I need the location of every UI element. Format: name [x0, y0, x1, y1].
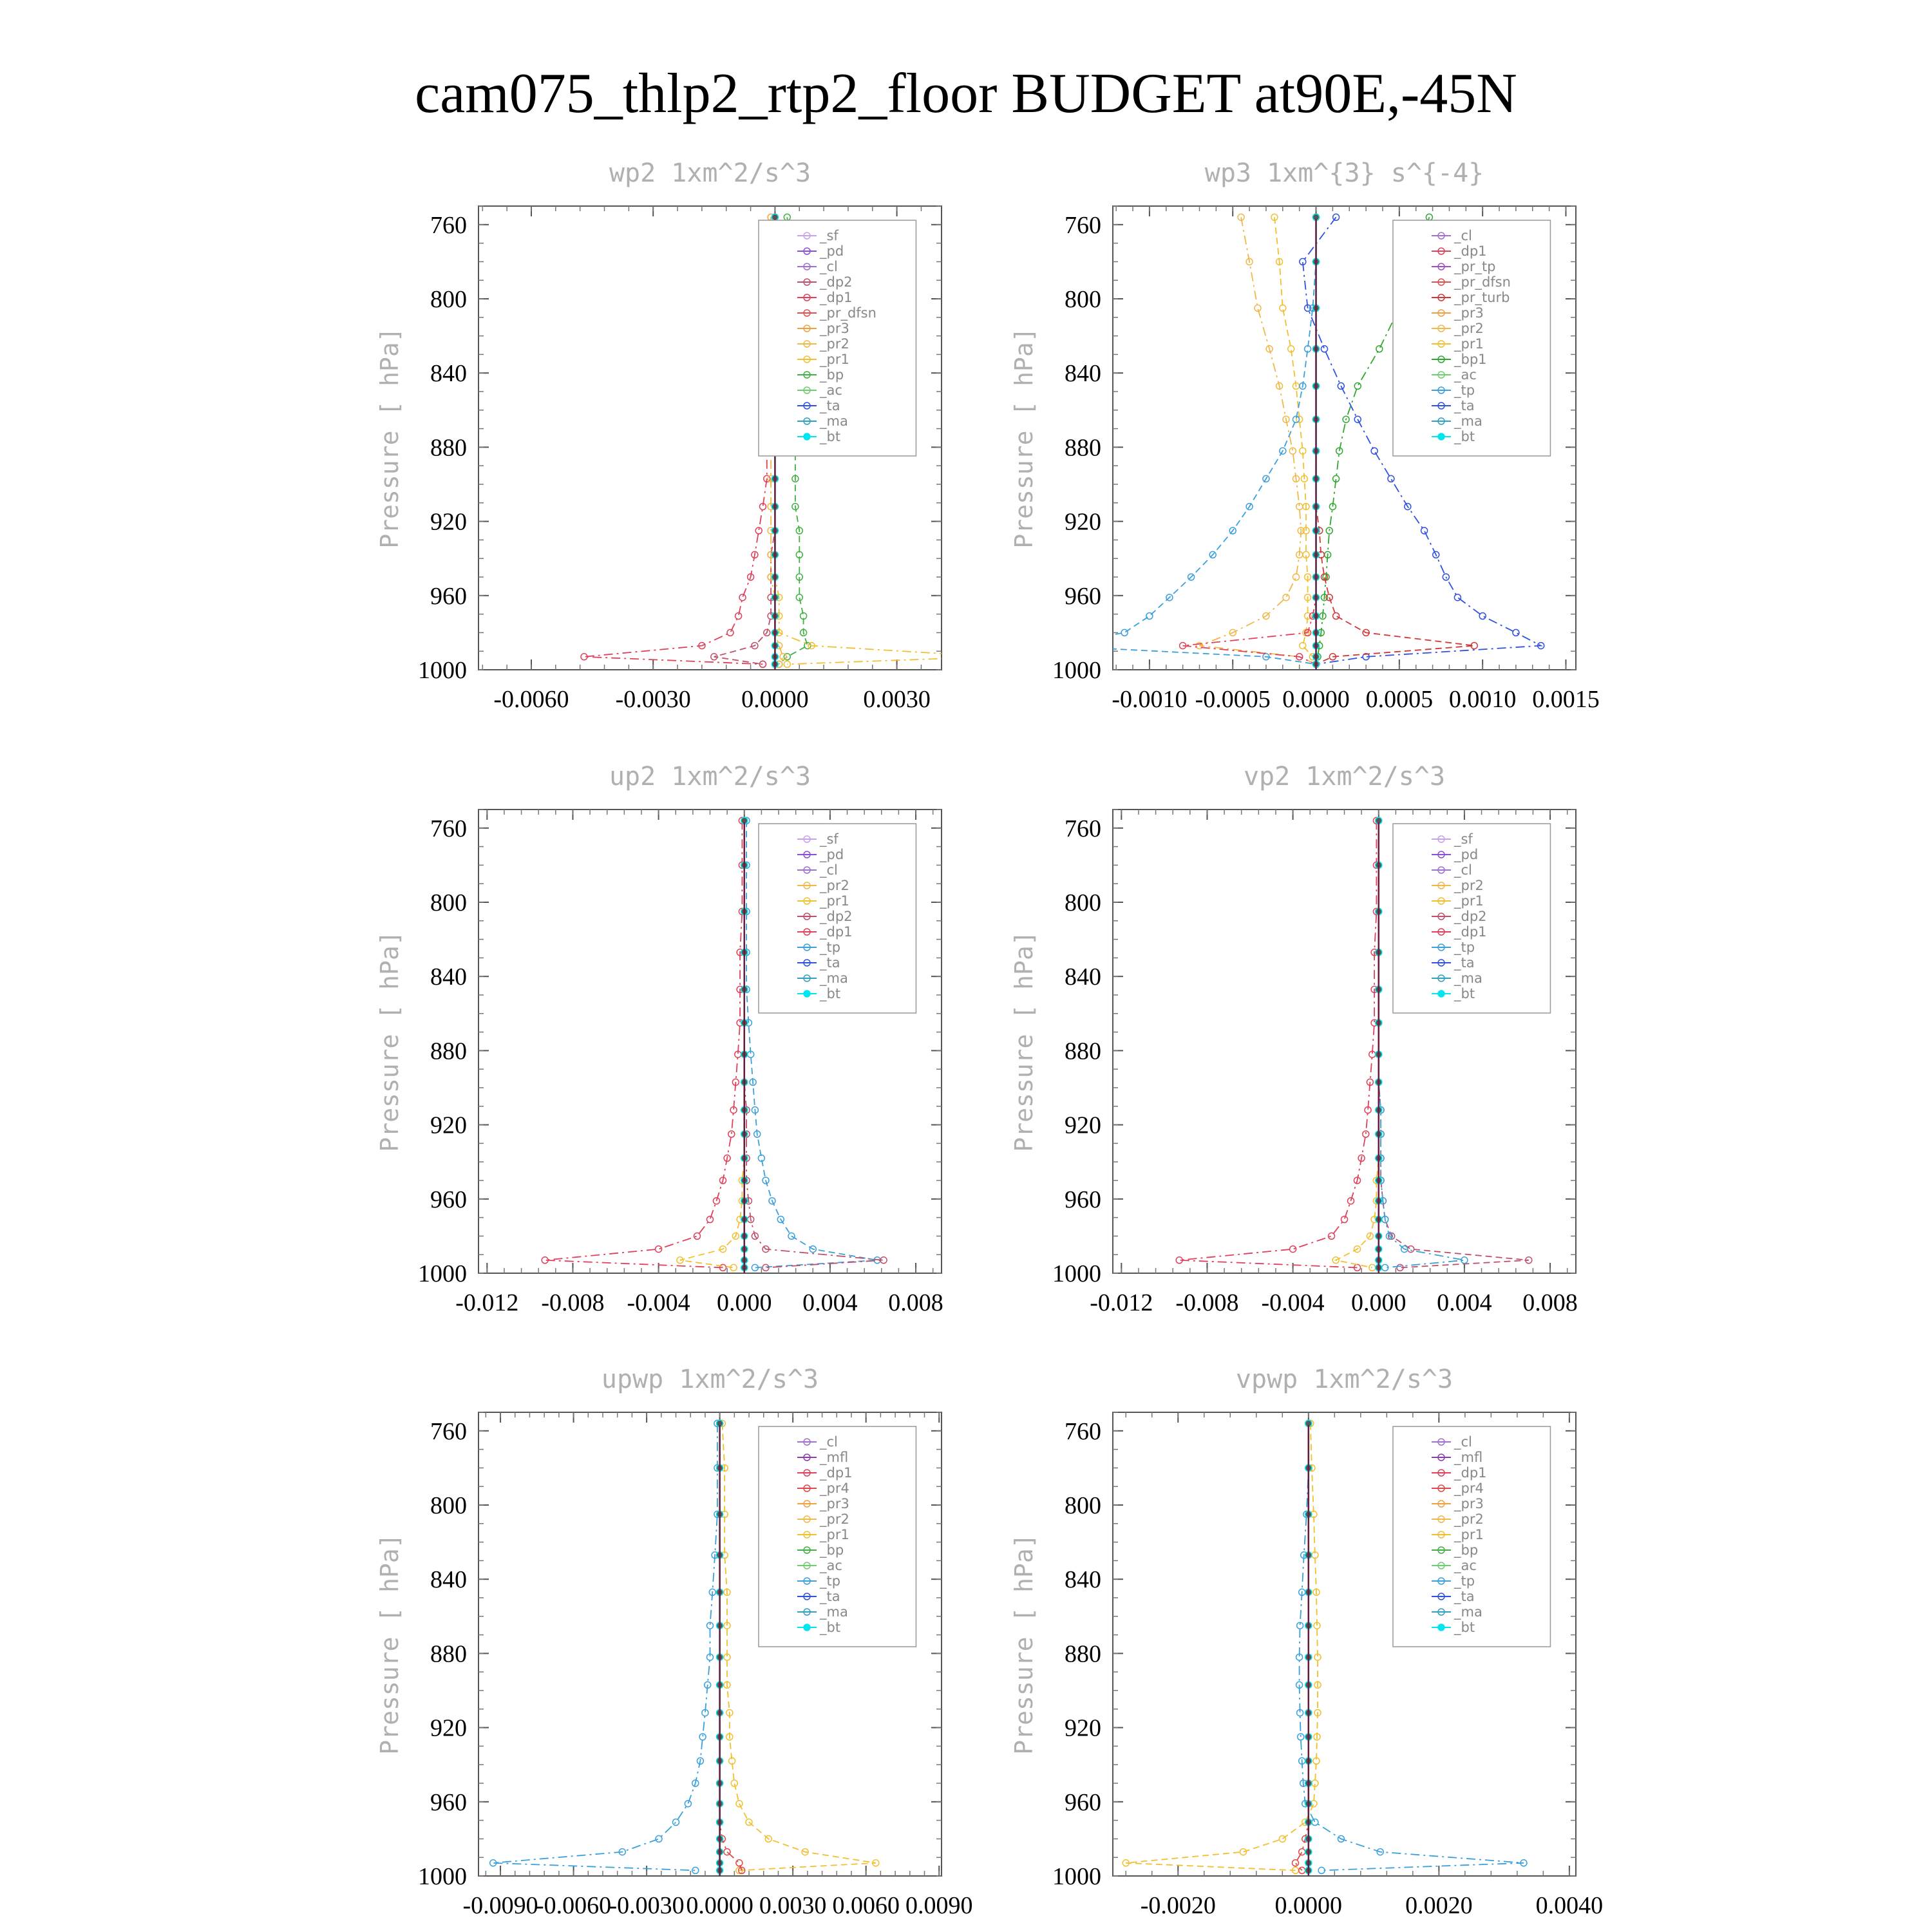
data-point: [724, 1849, 730, 1855]
data-point: [1293, 574, 1300, 580]
data-point: [656, 1835, 662, 1842]
y-axis-label: Pressure [ hPa]: [1010, 1533, 1038, 1755]
legend-entry: _ac: [819, 383, 842, 398]
legend-entry: _pr2: [819, 336, 849, 352]
legend-entry: _cl: [1454, 1434, 1472, 1450]
y-tick-label: 1000: [418, 1260, 467, 1287]
legend-entry: _pr3: [819, 1496, 849, 1511]
legend-entry: _pr2: [1454, 1511, 1484, 1527]
legend-entry: _dp1: [1454, 243, 1487, 259]
chart-panel-2: [1010, 158, 1600, 713]
data-point: [728, 1131, 735, 1137]
panel-title: wp3 1xm^{3} s^{-4}: [1204, 158, 1484, 188]
x-tick-label: -0.012: [455, 1289, 519, 1316]
chart-panel-1: [375, 158, 998, 713]
y-tick-label: 920: [430, 1714, 467, 1742]
legend-entry: _dp2: [1454, 909, 1487, 924]
legend-marker: [1438, 1624, 1444, 1631]
y-tick-label: 1000: [1052, 1863, 1101, 1890]
legend: [1393, 824, 1550, 1013]
x-tick-label: 0.0000: [1282, 686, 1350, 713]
x-tick-label: 0.008: [888, 1289, 943, 1316]
legend-entry: _ma: [1454, 1604, 1482, 1620]
y-axis-label: Pressure [ hPa]: [375, 327, 404, 549]
legend: [759, 824, 916, 1013]
y-tick-label: 880: [430, 1037, 467, 1065]
data-point: [1321, 346, 1328, 352]
data-point: [1279, 1835, 1285, 1842]
legend-entry: _ma: [1454, 971, 1482, 986]
x-tick-label: -0.0010: [1112, 686, 1188, 713]
data-point: [707, 1217, 714, 1223]
x-tick-label: 0.0060: [832, 1892, 900, 1919]
legend-entry: _ma: [819, 971, 848, 986]
legend-entry: _pd: [819, 847, 844, 862]
x-tick-label: -0.012: [1090, 1289, 1153, 1316]
legend-entry: _dp1: [819, 924, 853, 940]
legend-entry: _pr1: [1454, 1527, 1484, 1542]
y-tick-label: 800: [1065, 1492, 1101, 1519]
y-tick-label: 960: [1065, 1186, 1101, 1213]
legend-entry: _pr2: [819, 1511, 849, 1527]
x-tick-label: -0.0030: [609, 1892, 685, 1919]
data-point: [1046, 643, 1053, 649]
legend-entry: _sf: [819, 831, 838, 847]
data-point: [656, 1246, 662, 1253]
series-line-dp1: [1179, 820, 1376, 1267]
x-tick-label: -0.0005: [1195, 686, 1271, 713]
y-axis-label: Pressure [ hPa]: [1010, 327, 1038, 549]
x-tick-label: 0.000: [717, 1289, 772, 1316]
data-point: [1454, 594, 1461, 601]
x-tick-label: -0.008: [1175, 1289, 1239, 1316]
y-axis-label: Pressure [ hPa]: [375, 1533, 404, 1755]
legend-entry: _bt: [819, 1620, 841, 1635]
legend-entry: _pr2: [1454, 321, 1484, 336]
legend-entry: _ma: [1454, 413, 1482, 429]
data-point: [1121, 629, 1128, 636]
data-point: [1283, 594, 1289, 601]
legend-entry: _ta: [1454, 1589, 1475, 1604]
legend-entry: _pr_turb: [1454, 290, 1510, 305]
panel-title: upwp 1xm^2/s^3: [601, 1365, 819, 1394]
data-point: [1299, 1849, 1305, 1855]
y-tick-label: 920: [1065, 1112, 1101, 1139]
legend-entry: _bt: [819, 986, 841, 1001]
y-tick-label: 840: [1065, 1566, 1101, 1594]
y-tick-label: 920: [1065, 508, 1101, 536]
x-tick-label: -0.008: [541, 1289, 605, 1316]
data-point: [1354, 383, 1361, 389]
y-tick-label: 960: [430, 582, 467, 610]
series-line-pr1: [1274, 217, 1316, 664]
legend-entry: _ma: [819, 1604, 848, 1620]
y-tick-label: 760: [1065, 211, 1101, 239]
x-tick-label: 0.0000: [1274, 1892, 1343, 1919]
legend-entry: _bt: [1454, 986, 1475, 1001]
x-tick-label: 0.0005: [1365, 686, 1434, 713]
data-point: [1421, 527, 1428, 534]
legend-entry: _pr2: [819, 878, 849, 893]
data-point: [673, 1819, 679, 1826]
y-tick-label: 800: [430, 889, 467, 916]
legend-entry: _pr_dfsn: [1454, 274, 1511, 290]
legend-marker: [804, 433, 810, 440]
legend-entry: _ta: [1454, 955, 1475, 971]
x-tick-label: 0.0020: [1405, 1892, 1473, 1919]
y-tick-label: 1000: [1052, 1260, 1101, 1287]
data-point: [739, 594, 746, 601]
data-point: [1371, 448, 1378, 454]
x-tick-label: 0.0090: [905, 1892, 973, 1919]
legend-entry: _dp1: [1454, 924, 1487, 940]
panel-title: vp2 1xm^2/s^3: [1243, 762, 1446, 791]
figure-title: cam075_thlp2_rtp2_floor BUDGET at90E,-45N: [415, 62, 1517, 125]
legend-entry: _bp: [1454, 1542, 1479, 1558]
legend-marker: [804, 990, 810, 997]
legend-entry: _ac: [819, 1558, 842, 1573]
panel-title: vpwp 1xm^2/s^3: [1235, 1365, 1454, 1394]
legend-entry: _ma: [819, 413, 848, 429]
legend: [1393, 220, 1550, 456]
data-point: [1255, 305, 1261, 311]
series-line-pr1: [1126, 1423, 1318, 1870]
y-tick-label: 920: [430, 508, 467, 536]
chart-panel-4: [1010, 762, 1578, 1316]
series-line-dp1: [545, 820, 742, 1267]
series-line-pr2: [1200, 217, 1316, 664]
y-tick-label: 840: [430, 360, 467, 388]
y-tick-label: 800: [430, 1492, 467, 1519]
y-tick-label: 880: [430, 1640, 467, 1668]
legend-entry: _bp1: [1454, 352, 1487, 367]
y-tick-label: 1000: [418, 1863, 467, 1890]
x-tick-label: 0.0030: [759, 1892, 827, 1919]
data-point: [1479, 613, 1486, 620]
legend-entry: _bt: [819, 429, 841, 444]
data-point: [1513, 629, 1519, 636]
y-tick-label: 880: [1065, 1037, 1101, 1065]
legend-entry: _cl: [819, 1434, 838, 1450]
legend-entry: _dp2: [819, 274, 853, 290]
x-tick-label: -0.004: [627, 1289, 690, 1316]
y-tick-label: 1000: [1052, 657, 1101, 684]
data-point: [1298, 1734, 1304, 1740]
legend: [1393, 1426, 1550, 1647]
legend-entry: _ta: [819, 398, 840, 413]
y-tick-label: 840: [430, 963, 467, 991]
x-tick-label: -0.0090: [462, 1892, 538, 1919]
legend-entry: _ac: [1454, 367, 1477, 383]
x-tick-label: 0.0000: [686, 1892, 753, 1919]
legend-entry: _mfl: [819, 1450, 849, 1465]
legend: [759, 220, 916, 456]
data-point: [1293, 1860, 1299, 1866]
legend-entry: _pr1: [1454, 893, 1484, 909]
legend-entry: _ta: [819, 955, 840, 971]
x-tick-label: -0.0060: [536, 1892, 612, 1919]
data-point: [685, 1801, 691, 1807]
data-point: [1240, 1849, 1247, 1855]
y-tick-label: 840: [1065, 360, 1101, 388]
data-point: [1290, 1246, 1296, 1253]
data-point: [727, 629, 734, 636]
data-point: [1341, 1217, 1348, 1223]
x-tick-label: 0.0030: [863, 686, 931, 713]
y-tick-label: 960: [1065, 582, 1101, 610]
legend-entry: _ta: [819, 1589, 840, 1604]
legend-entry: _bp: [819, 1542, 844, 1558]
legend-entry: _pd: [1454, 847, 1479, 862]
data-point: [1388, 475, 1394, 482]
legend-entry: _tp: [819, 940, 841, 955]
x-tick-label: -0.0030: [615, 686, 691, 713]
y-tick-label: 960: [1065, 1788, 1101, 1816]
y-tick-label: 840: [430, 1566, 467, 1594]
legend-entry: _bt: [1454, 429, 1475, 444]
legend-entry: _pr3: [1454, 1496, 1484, 1511]
series-line-pr1: [680, 820, 744, 1267]
legend-entry: _ac: [1454, 1558, 1477, 1573]
data-point: [694, 1233, 701, 1239]
chart-panel-6: [1010, 1365, 1603, 1919]
y-tick-label: 760: [1065, 1417, 1101, 1445]
legend-entry: _pr1: [819, 893, 849, 909]
chart-panel-3: [375, 762, 943, 1316]
data-point: [1329, 1233, 1335, 1239]
y-tick-label: 960: [430, 1788, 467, 1816]
x-tick-label: -0.0020: [1140, 1892, 1216, 1919]
y-tick-label: 840: [1065, 963, 1101, 991]
y-tick-label: 880: [430, 434, 467, 462]
legend-entry: _pr1: [819, 352, 849, 367]
legend-entry: _sf: [1454, 831, 1473, 847]
y-tick-label: 880: [1065, 434, 1101, 462]
x-tick-label: -0.0060: [493, 686, 569, 713]
y-axis-label: Pressure [ hPa]: [1010, 931, 1038, 1152]
legend-entry: _dp1: [1454, 1465, 1487, 1481]
x-tick-label: 0.0040: [1535, 1892, 1604, 1919]
legend-entry: _cl: [1454, 862, 1472, 878]
legend-entry: _dp2: [819, 909, 853, 924]
legend-entry: _pr4: [819, 1481, 849, 1496]
y-axis-label: Pressure [ hPa]: [375, 931, 404, 1152]
legend-entry: _pr1: [1454, 336, 1484, 352]
legend-entry: _tp: [819, 1573, 841, 1589]
legend: [759, 1426, 916, 1647]
y-tick-label: 920: [1065, 1714, 1101, 1742]
legend-entry: _pr3: [1454, 305, 1484, 321]
y-tick-label: 760: [1065, 815, 1101, 842]
data-point: [1333, 613, 1340, 620]
y-tick-label: 960: [430, 1186, 467, 1213]
chart-panel-5: [375, 1365, 972, 1919]
y-tick-label: 760: [430, 1417, 467, 1445]
data-point: [1408, 1246, 1414, 1253]
y-tick-label: 760: [430, 211, 467, 239]
series-line-tp: [493, 1423, 717, 1870]
legend-entry: _pr3: [819, 321, 849, 336]
data-point: [736, 1860, 743, 1866]
legend-entry: _tp: [1454, 383, 1475, 398]
series-line-dp1: [584, 217, 771, 664]
legend-entry: _cl: [819, 259, 838, 274]
data-point: [1376, 346, 1383, 352]
legend-entry: _pr1: [819, 1527, 849, 1542]
legend-marker: [1438, 990, 1444, 997]
y-tick-label: 920: [430, 1112, 467, 1139]
x-tick-label: -0.004: [1261, 1289, 1325, 1316]
data-point: [1312, 1819, 1318, 1826]
x-tick-label: 0.0000: [741, 686, 809, 713]
legend-entry: _bt: [1454, 1620, 1475, 1635]
x-tick-label: 0.004: [802, 1289, 858, 1316]
panel-title: up2 1xm^2/s^3: [609, 762, 811, 791]
panel-title: wp2 1xm^2/s^3: [609, 158, 811, 188]
x-tick-label: 0.004: [1437, 1289, 1492, 1316]
legend-entry: _dp1: [819, 1465, 853, 1481]
legend-entry: _bp: [819, 367, 844, 383]
data-point: [1146, 613, 1153, 620]
series-line-dp1: [1183, 217, 1316, 664]
x-tick-label: 0.0010: [1448, 686, 1517, 713]
data-point: [780, 654, 786, 660]
legend-entry: _pr4: [1454, 1481, 1484, 1496]
legend-entry: _tp: [1454, 1573, 1475, 1589]
data-point: [1363, 1131, 1369, 1137]
legend-marker: [804, 1624, 810, 1631]
legend-entry: _pd: [819, 243, 844, 259]
x-tick-label: 0.000: [1351, 1289, 1406, 1316]
legend-entry: _sf: [819, 228, 838, 243]
legend-entry: _cl: [819, 862, 838, 878]
data-point: [991, 654, 998, 660]
x-tick-label: 0.008: [1522, 1289, 1578, 1316]
legend-entry: _pr2: [1454, 878, 1484, 893]
legend-entry: _mfl: [1454, 1450, 1483, 1465]
legend-entry: _pr_dfsn: [819, 305, 876, 321]
legend-marker: [1438, 433, 1444, 440]
legend-entry: _cl: [1454, 228, 1472, 243]
y-tick-label: 1000: [418, 657, 467, 684]
y-tick-label: 800: [430, 286, 467, 313]
y-tick-label: 800: [1065, 889, 1101, 916]
legend-entry: _tp: [1454, 940, 1475, 955]
x-tick-label: 0.0015: [1532, 686, 1600, 713]
y-tick-label: 760: [430, 815, 467, 842]
series-line-pr1: [1336, 820, 1379, 1267]
legend-entry: _pr_tp: [1454, 259, 1496, 274]
legend-entry: _ta: [1454, 398, 1475, 413]
y-tick-label: 800: [1065, 286, 1101, 313]
y-tick-label: 880: [1065, 1640, 1101, 1668]
legend-entry: _dp1: [819, 290, 853, 305]
